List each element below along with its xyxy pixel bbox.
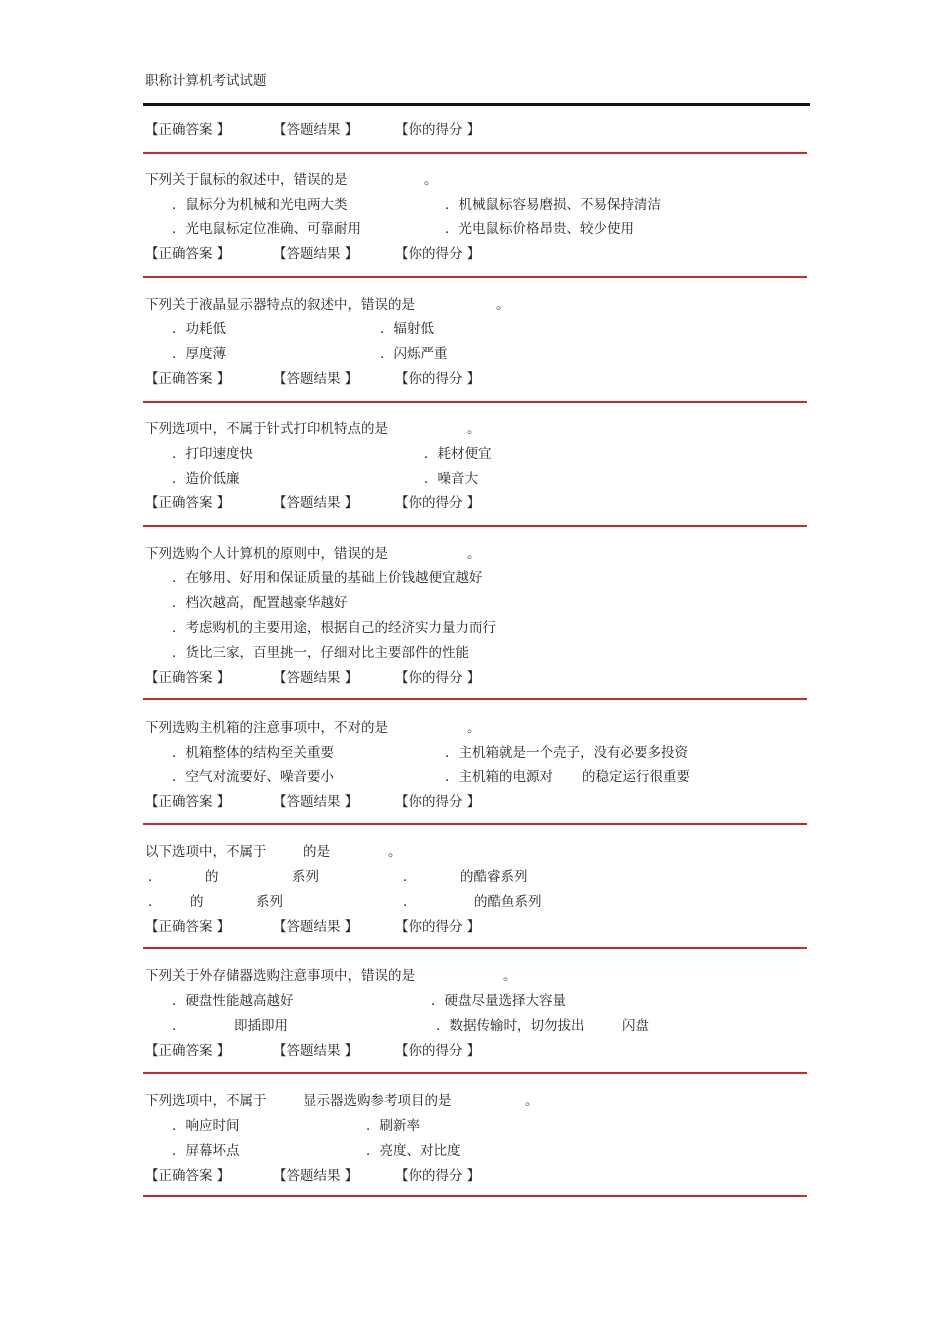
option: ．硬盘尽量选择大容量 — [431, 993, 566, 1009]
option-fragment: 的 — [190, 894, 204, 910]
question-stem: 以下选项中，不属于 — [145, 844, 267, 860]
question-stem: 下列选购个人计算机的原则中，错误的是 — [145, 546, 388, 562]
option-fragment: 系列 — [292, 869, 319, 885]
option: ．空气对流要好、噪音要小 — [172, 769, 334, 785]
question-end: 。 — [467, 421, 481, 437]
option-fragment: 的酷睿系列 — [460, 869, 528, 885]
answer-result-label: 【答题结果 】 — [273, 122, 359, 138]
question-end: 。 — [503, 968, 517, 984]
option: ．造价低廉 — [172, 471, 240, 487]
option: ．在够用、好用和保证质量的基础上价钱越便宜越好 — [172, 570, 483, 586]
option-continued: 的稳定运行很重要 — [582, 769, 690, 785]
answer-result-label: 【答题结果 】 — [273, 371, 359, 387]
score-label: 【你的得分 】 — [395, 122, 481, 138]
option: ．响应时间 — [172, 1118, 240, 1134]
option: ． — [403, 894, 417, 910]
answer-result-label: 【答题结果 】 — [273, 670, 359, 686]
option: ．噪音大 — [424, 471, 478, 487]
option: ．刷新率 — [366, 1118, 420, 1134]
correct-answer-label: 【正确答案 】 — [145, 1043, 231, 1059]
score-label: 【你的得分 】 — [395, 495, 481, 511]
option: ．打印速度快 — [172, 446, 253, 462]
option-fragment: 闪盘 — [622, 1018, 649, 1034]
divider — [143, 698, 807, 700]
option: ．光电鼠标定位准确、可靠耐用 — [172, 221, 361, 237]
question-end: 。 — [467, 546, 481, 562]
option: ．厚度薄 — [172, 346, 226, 362]
option: ．功耗低 — [172, 321, 226, 337]
option: ．闪烁严重 — [380, 346, 448, 362]
question-stem-continued: 的是 — [303, 844, 330, 860]
correct-answer-label: 【正确答案 】 — [145, 246, 231, 262]
answer-result-label: 【答题结果 】 — [273, 1168, 359, 1184]
question-end: 。 — [496, 297, 510, 313]
correct-answer-label: 【正确答案 】 — [145, 794, 231, 810]
divider — [143, 1072, 807, 1074]
divider — [143, 947, 807, 949]
correct-answer-label: 【正确答案 】 — [145, 495, 231, 511]
score-label: 【你的得分 】 — [395, 371, 481, 387]
option: ．主机箱就是一个壳子，没有必要多投资 — [445, 745, 688, 761]
option: ．耗材便宜 — [424, 446, 492, 462]
divider — [143, 276, 807, 278]
correct-answer-label: 【正确答案 】 — [145, 1168, 231, 1184]
correct-answer-label: 【正确答案 】 — [145, 122, 231, 138]
header-rule — [143, 103, 810, 106]
option: ．光电鼠标价格昂贵、较少使用 — [445, 221, 634, 237]
option: ．货比三家，百里挑一，仔细对比主要部件的性能 — [172, 645, 469, 661]
option: ． — [172, 1018, 186, 1034]
answer-result-label: 【答题结果 】 — [273, 919, 359, 935]
question-stem: 下列选项中，不属于针式打印机特点的是 — [145, 421, 388, 437]
question-end: 。 — [424, 172, 438, 188]
question-stem: 下列关于鼠标的叙述中，错误的是 — [145, 172, 348, 188]
correct-answer-label: 【正确答案 】 — [145, 670, 231, 686]
question-end: 。 — [525, 1093, 539, 1109]
divider — [143, 823, 807, 825]
question-stem: 下列选项中，不属于 — [145, 1093, 267, 1109]
option-fragment: 的 — [205, 869, 219, 885]
score-label: 【你的得分 】 — [395, 1168, 481, 1184]
score-label: 【你的得分 】 — [395, 670, 481, 686]
option: ． — [148, 894, 162, 910]
option: ．主机箱的电源对 — [445, 769, 553, 785]
score-label: 【你的得分 】 — [395, 1043, 481, 1059]
option-fragment: 的酷鱼系列 — [474, 894, 542, 910]
score-label: 【你的得分 】 — [395, 919, 481, 935]
question-end: 。 — [388, 844, 402, 860]
score-label: 【你的得分 】 — [395, 794, 481, 810]
option: ．屏幕坏点 — [172, 1143, 240, 1159]
question-end: 。 — [467, 720, 481, 736]
divider — [143, 401, 807, 403]
correct-answer-label: 【正确答案 】 — [145, 371, 231, 387]
divider — [143, 152, 807, 154]
option-fragment: 系列 — [256, 894, 283, 910]
option-fragment: 即插即用 — [234, 1018, 288, 1034]
answer-result-label: 【答题结果 】 — [273, 794, 359, 810]
score-label: 【你的得分 】 — [395, 246, 481, 262]
question-stem-continued: 显示器选购参考项目的是 — [303, 1093, 452, 1109]
option: ．考虑购机的主要用途，根据自己的经济实力量力而行 — [172, 620, 496, 636]
answer-result-label: 【答题结果 】 — [273, 246, 359, 262]
option: ．档次越高，配置越豪华越好 — [172, 595, 348, 611]
option: ．辐射低 — [380, 321, 434, 337]
option: ．机箱整体的结构至关重要 — [172, 745, 334, 761]
option: ．机械鼠标容易磨损、不易保持清洁 — [445, 197, 661, 213]
question-stem: 下列关于液晶显示器特点的叙述中，错误的是 — [145, 297, 415, 313]
divider — [143, 1195, 807, 1197]
option: ．鼠标分为机械和光电两大类 — [172, 197, 348, 213]
question-stem: 下列选购主机箱的注意事项中，不对的是 — [145, 720, 388, 736]
answer-result-label: 【答题结果 】 — [273, 1043, 359, 1059]
option: ． — [403, 869, 417, 885]
option: ．硬盘性能越高越好 — [172, 993, 294, 1009]
divider — [143, 525, 807, 527]
question-stem: 下列关于外存储器选购注意事项中，错误的是 — [145, 968, 415, 984]
option: ．数据传输时，切勿拔出 — [436, 1018, 585, 1034]
correct-answer-label: 【正确答案 】 — [145, 919, 231, 935]
page-header-title: 职称计算机考试试题 — [145, 73, 267, 89]
answer-result-label: 【答题结果 】 — [273, 495, 359, 511]
option: ．亮度、对比度 — [366, 1143, 461, 1159]
option: ． — [148, 869, 162, 885]
